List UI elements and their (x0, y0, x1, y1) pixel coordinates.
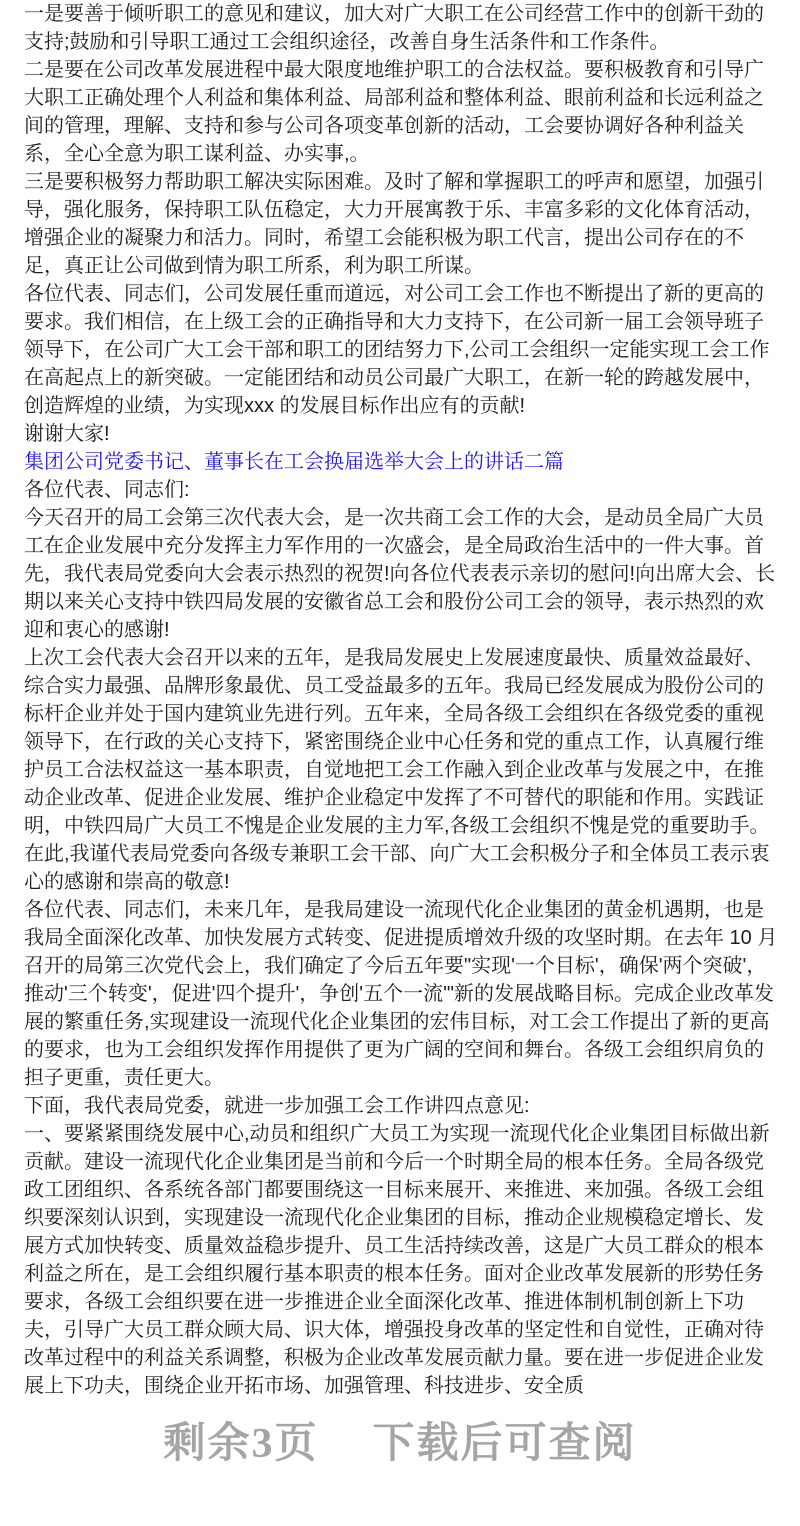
preview-footer (0, 1420, 800, 1468)
paragraph-future-goals: 各位代表、同志们，未来几年，是我局建设一流现代化企业集团的黄金机遇期，也是我局全面深化改革、加快发展方式转变、促进提质增效升级的攻坚时期。在去年 10 月召开的局第三次党代会上，我们确定了今后五年要"实现'一个目标'，确保'两个突破'，推动'三个转变'，促进'四个提升'，争创'五个一流'"新的发展战略目标。完成企业改革发展的繁重任务,实现建设一流现代化企业集团的宏伟目标，对工会工作提出了新的更高的要求，也为工会组织发挥作用提供了更为广阔的空间和舞台。各级工会组织肩负的担子更重，责任更大。 (24, 899, 778, 1089)
paragraph-thanks: 谢谢大家! (24, 423, 110, 445)
paragraph-five-year-review: 上次工会代表大会召开以来的五年，是我局发展史上发展速度最快、质量效益最好、综合实力最强、品牌形象最优、员工受益最多的五年。我局已经发展成为股份公司的标杆企业并处于国内建筑业先进行列。五年来，全局各级工会组织在各级党委的重视领导下，在行政的关心支持下，紧密围绕企业中心任务和党的重点工作，认真履行维护员工合法权益这一基本职责，自觉地把工会工作融入到企业改革与发展之中，在推动企业改革、促进企业发展、维护企业稳定中发挥了不可替代的职能和作用。实践证明，中铁四局广大员工不愧是企业发展的主力军,各级工会组织不愧是党的重要助手。在此,我谨代表局党委向各级专兼职工会干部、向广大工会积极分子和全体员工表示衷心的感谢和崇高的敬意! (24, 647, 770, 893)
download-hint-label: 下载后可查阅 (372, 1421, 637, 1467)
paragraph-congress-opening: 今天召开的局工会第三次代表大会，是一次共商工会工作的大会，是动员全局广大员工在企业发展中充分发挥主力军作用的一次盛会，是全局政治生活中的一件大事。首先，我代表局党委向大会表示热烈的祝贺!向各位代表表示亲切的慰问!向出席大会、长期以来关心支持中铁四局发展的安徽省总工会和股份公司工会的领导，表示热烈的欢迎和衷心的感谢! (24, 507, 776, 641)
paragraph-point-one-development: 一、要紧紧围绕发展中心,动员和组织广大员工为实现一流现代化企业集团目标做出新贡献。建设一流现代化企业集团是当前和今后一个时期全局的根本任务。全局各级党政工团组织、各系统各部门都要围绕这一目标来展开、来推进、来加强。各级工会组织要深刻认识到，实现建设一流现代化企业集团的目标，推动企业规模稳定增长、发展方式加快转变、质量效益稳步提升、员工生活持续改善，这是广大员工群众的根本利益之所在，是工会组织履行基本职责的根本任务。面对企业改革发展新的形势任务要求，各级工会组织要在进一步推进企业全面深化改革、推进体制机制创新上下功夫，引导广大员工群众顾大局、识大体，增强投身改革的坚定性和自觉性，正确对待改革过程中的利益关系调整，积极为企业改革发展贡献力量。要在进一步促进企业发展上下功夫，围绕企业开拓市场、加强管理、科技进步、安全质 (24, 1123, 770, 1397)
paragraph-salutation: 各位代表、同志们: (24, 479, 190, 501)
paragraph-closing: 各位代表、同志们，公司发展任重而道远，对公司工会工作也不断提出了新的更高的要求。我们相信，在上级工会的正确指导和大力支持下，在公司新一届工会领导班子领导下，在公司广大工会干部和职工的团结努力下,公司工会组织一定能实现工会工作在高起点上的新突破。一定能团结和动员公司最广大职工，在新一轮的跨越发展中，创造辉煌的业绩，为实现xxx 的发展目标作出应有的贡献! (24, 283, 770, 417)
paragraph-four-points-intro: 下面，我代表局党委，就进一步加强工会工作讲四点意见: (24, 1095, 530, 1117)
paragraph-point-one: 支持;鼓励和引导职工通过工会组织途径，改善自身生活条件和工作条件。 (24, 31, 670, 53)
related-document-link[interactable]: 集团公司党委书记、董事长在工会换届选举大会上的讲话二篇 (24, 451, 564, 473)
paragraph-point-two: 二是要在公司改革发展进程中最大限度地维护职工的合法权益。要积极教育和引导广大职工正确处理个人利益和集体利益、局部利益和整体利益、眼前利益和长远利益之间的管理，理解、支持和参与公司各项变革创新的活动，工会要协调好各种利益关系，全心全意为职工谋利益、办实事,。 (24, 59, 764, 165)
paragraph-point-three: 三是要积极努力帮助职工解决实际困难。及时了解和掌握职工的呼声和愿望，加强引导，强化服务，保持职工队伍稳定，大力开展寓教于乐、丰富多彩的文化体育活动，增强企业的凝聚力和活力。同时，希望工会能积极为职工代言，提出公司存在的不足，真正让公司做到情为职工所系，利为职工所谋。 (24, 171, 764, 277)
document-body (24, 0, 778, 1400)
remaining-pages-label: 剩余3页 (163, 1421, 319, 1467)
paragraph-clipped-top-line: 一是要善于倾听职工的意见和建议，加大对广大职工在公司经营工作中的创新干劲的 (24, 3, 764, 25)
